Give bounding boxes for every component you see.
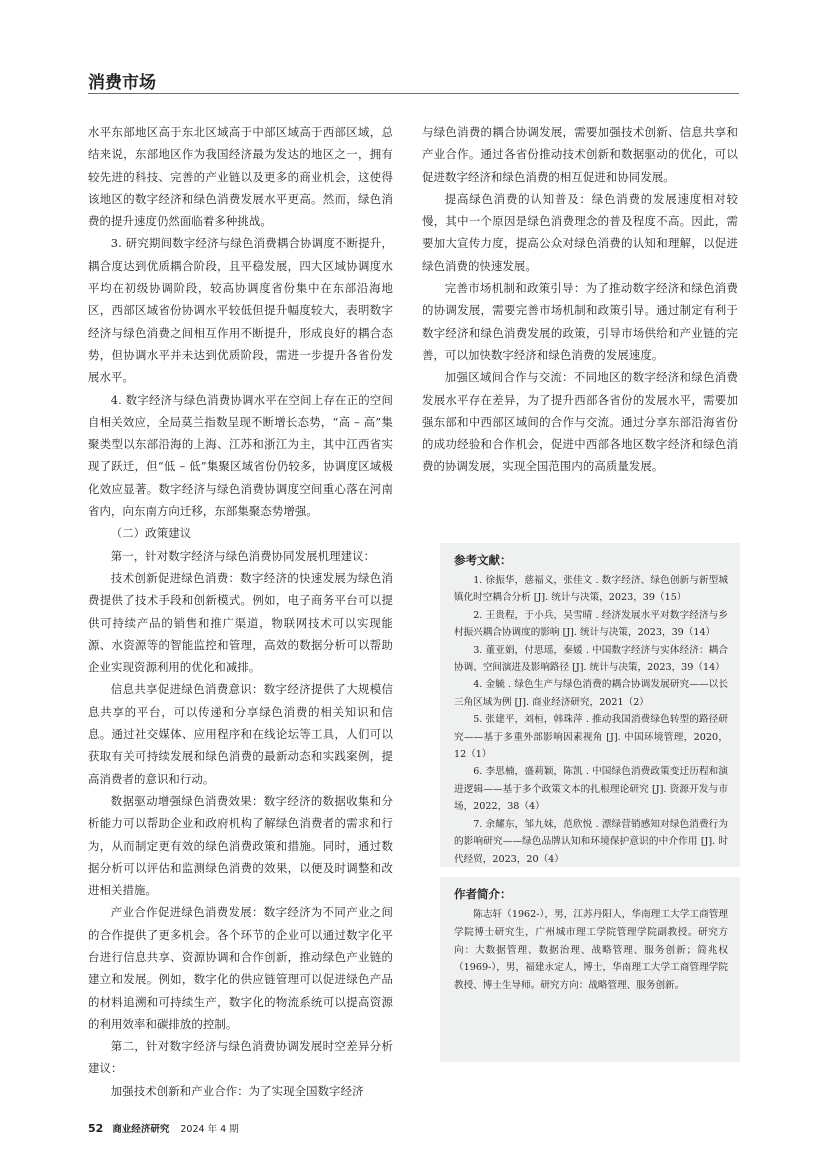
references-box bbox=[440, 543, 740, 867]
paragraph: 产业合作促进绿色消费发展：数字经济为不同产业之间的合作提供了更多机会。各个环节的企业可以通过数字化平台进行信息共享、资源协调和合作创新，推动绿色产业链的建立和发展。例如，数字化的供应链管理可以促进绿色产品的材料追溯和可持续生产，数字化的物流系统可以提高资源的利用效率和碳排放的控制。 bbox=[88, 905, 393, 1031]
paragraph: 3. 研究期间数字经济与绿色消费耦合协调度不断提升，耦合度达到优质耦合阶段，且平稳发展，四大区域协调度水平均在初级协调阶段，较高协调度省份集中在东部沿海地区，西部区域省份协调水平较低但提升幅度较大，表明数字经济与绿色消费之间相互作用不断提升，形成良好的耦合态势，但协调水平并未达到优质阶段，需进一步提升各省份发展水平。 bbox=[88, 236, 393, 385]
reference-item: 5. 张建平，刘桓，韩珠萍 . 推动我国消费绿色转型的路径研究——基于多重外部影响因素视角 [J]. 中国环境管理，2020，12（1） bbox=[454, 714, 728, 761]
journal-name: 商业经济研究 bbox=[112, 1124, 170, 1135]
paragraph: 4. 数字经济与绿色消费协调水平在空间上存在正的空间自相关效应，全局莫兰指数呈现不断增长态势，“高 – 高”集聚类型以东部沿海的上海、江苏和浙江为主，其中江西省实现了跃迁，但“低 – 低”集聚区域省份仍较多，协调度区域极化效应显著。数字经济与绿色消费协调度空间重心落在河南省内，向东南方向迁移，东部集聚态势增强。 bbox=[88, 392, 393, 519]
references-title: 参考文献： bbox=[454, 553, 512, 567]
paragraph: 技术创新促进绿色消费：数字经济的快速发展为绿色消费提供了技术手段和创新模式。例如，电子商务平台可以提供可持续产品的销售和推广渠道，物联网技术可以实现能源、水资源等的智能监控和管理，高效的数据分析可以帮助企业实现资源利用的优化和减排。 bbox=[88, 570, 393, 675]
author-box bbox=[440, 877, 740, 1062]
header-divider bbox=[88, 93, 739, 94]
reference-item: 1. 徐振华，慈福义，张佳文 . 数字经济、绿色创新与新型城镇化时空耦合分析 [J]. 统计与决策，2023，39（15） bbox=[454, 575, 728, 604]
left-column bbox=[88, 121, 393, 1102]
section-title: 消费市场 bbox=[88, 73, 156, 93]
paragraph: 数据驱动增强绿色消费效果：数字经济的数据收集和分析能力可以帮助企业和政府机构了解绿色消费者的需求和行为，从而制定更有效的绿色消费政策和措施。同时，通过数据分析可以评估和监测绿色消费的效果，以便及时调整和改进相关措施。 bbox=[88, 793, 393, 898]
reference-item: 4. 金毓 . 绿色生产与绿色消费的耦合协调发展研究——以长三角区域为例 [J]. 商业经济研究，2021（2） bbox=[454, 679, 728, 708]
paragraph: 第二，针对数字经济与绿色消费协调发展时空差异分析建议： bbox=[88, 1039, 393, 1076]
author-title: 作者简介： bbox=[454, 887, 512, 901]
paragraph: 第一，针对数字经济与绿色消费协同发展机理建议： bbox=[110, 548, 376, 563]
right-column bbox=[422, 121, 738, 478]
paragraph: 加强区域间合作与交流：不同地区的数字经济和绿色消费发展水平存在差异，为了提升西部各省份的发展水平，需要加强东部和中西部区域间的合作与交流。通过分享东部沿海省份的成功经验和合作机会，促进中西部各地区数字经济和绿色消费的协调发展，实现全国范围内的高质量发展。 bbox=[422, 370, 738, 474]
paragraph: 提高绿色消费的认知普及：绿色消费的发展速度相对较慢，其中一个原因是绿色消费理念的普及程度不高。因此，需要加大宣传力度，提高公众对绿色消费的认知和理解，以促进绿色消费的快速发展。 bbox=[422, 191, 738, 273]
paragraph: 与绿色消费的耦合协调发展，需要加强技术创新、信息共享和产业合作。通过各省份推动技术创新和数据驱动的优化，可以促进数字经济和绿色消费的相互促进和协同发展。 bbox=[422, 125, 738, 184]
page-number: 52 bbox=[88, 1122, 104, 1135]
section-heading: （二）政策建议 bbox=[110, 526, 192, 541]
paragraph: 水平东部地区高于东北区域高于中部区域高于西部区域，总结来说，东部地区作为我国经济最为发达的地区之一，拥有较先进的科技、完善的产业链以及更多的商业机会，这使得该地区的数字经济和绿色消费发展水平更高。然而，绿色消费的提升速度仍然面临着多种挑战。 bbox=[88, 125, 393, 229]
paragraph: 加强技术创新和产业合作：为了实现全国数字经济 bbox=[110, 1083, 364, 1098]
paragraph: 信息共享促进绿色消费意识：数字经济提供了大规模信息共享的平台，可以传递和分享绿色消费的相关知识和信息。通过社交媒体、应用程序和在线论坛等工具，人们可以获取有关可持续发展和绿色消费的最新动态和实践案例，提高消费者的意识和行动。 bbox=[88, 682, 393, 786]
author-bio: 陈志轩（1962-），男，江苏丹阳人，华南理工大学工商管理学院博士研究生，广州城市理工学院管理学院副教授。研究方向：大数据管理、数据治理、战略管理、服务创新；简兆权（1969-），男，福建永定人，博士，华南理工大学工商管理学院教授、博士生导师。研究方向：战略管理、服务创新。 bbox=[454, 909, 728, 992]
page-footer bbox=[88, 1121, 239, 1135]
reference-item: 7. 余耀东，邹九妹，范欣悦 . 漂绿营销感知对绿色消费行为的影响研究——绿色品牌认知和环境保护意识的中介作用 [J]. 时代经贸，2023，20（4） bbox=[454, 818, 728, 865]
reference-item: 3. 董亚娟，付思瑶，秦媛 . 中国数字经济与实体经济：耦合协调、空间演进及影响路径 [J]. 统计与决策，2023，39（14） bbox=[454, 644, 728, 674]
issue-label: 2024 年 4 期 bbox=[180, 1124, 239, 1135]
reference-item: 6. 李思楠，盛莉颖，陈凯 . 中国绿色消费政策变迁历程和演进逻辑——基于多个政策文本的扎根理论研究 [J]. 资源开发与市场，2022，38（4） bbox=[454, 766, 728, 813]
reference-item: 2. 王贵程，于小兵，吴雪晴 . 经济发展水平对数字经济与乡村振兴耦合协调度的影响 [J]. 统计与决策，2023，39（14） bbox=[454, 609, 728, 639]
paragraph: 完善市场机制和政策引导：为了推动数字经济和绿色消费的协调发展，需要完善市场机制和政策引导。通过制定有利于数字经济和绿色消费发展的政策，引导市场供给和产业链的完善，可以加快数字经济和绿色消费的发展速度。 bbox=[422, 281, 738, 362]
